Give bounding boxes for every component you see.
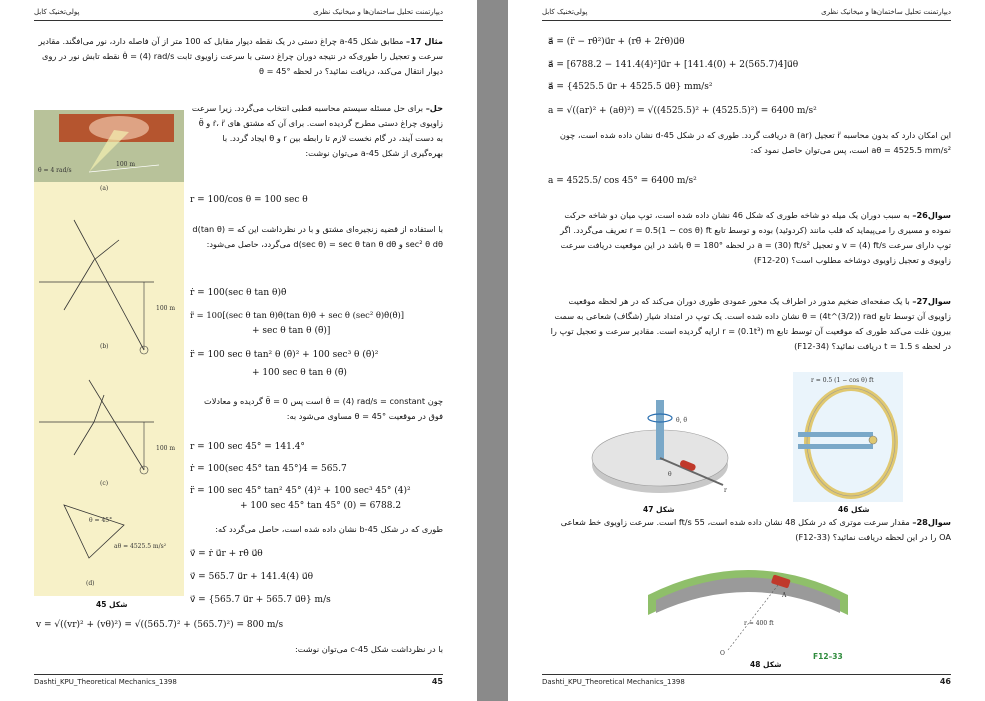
chain-rule-text — [190, 222, 443, 252]
q27-title: سوال27– — [912, 296, 951, 306]
eq-rdot: ṙ = 100(sec θ tan θ)θ̇ — [190, 288, 287, 298]
header-right: دیپارتمنت تحلیل ساختمان‌ها و میخانیک نظری — [821, 8, 951, 16]
figure-46 — [793, 372, 903, 502]
fig46-fork-bottom — [798, 444, 873, 449]
footer-left: Dashti_KPU_Theoretical Mechanics_1398 — [34, 678, 177, 686]
eq-val-3: r̈ = 100 sec 45° tan² 45° (4)² + 100 sec³ 45° (4)² — [190, 486, 411, 496]
figure-47 — [588, 380, 738, 500]
solution-text — [190, 101, 443, 161]
fig-d-triangle — [64, 505, 124, 558]
eq-a-4: a = √((ar)² + (aθ)²) = √((4525.5)² + (4525.5)²) = 6400 m/s² — [548, 106, 817, 116]
eq-val-2: ṙ = 100(sec 45° tan 45°)4 = 565.7 — [190, 464, 347, 474]
question-27 — [548, 294, 951, 354]
header-left: پولی‌تخنیک کابل — [542, 8, 588, 16]
figure-47-drawing — [588, 380, 738, 500]
fig47-axle — [656, 400, 664, 460]
question-26 — [548, 208, 951, 268]
fig-c-radius — [89, 380, 144, 470]
eq-a-2: a⃗ = [6788.2 − 141.4(4)²]u⃗r + [141.4(0) + 2(565.7)4]u⃗θ — [548, 60, 799, 70]
fig46-ball — [869, 436, 877, 444]
figure-45 — [34, 110, 184, 596]
figure-48-drawing — [648, 555, 848, 660]
fig46-label: r = 0.5 (1 − cos θ) ft — [811, 377, 874, 384]
page-number: 46 — [939, 677, 951, 686]
figure-45-drawing — [34, 110, 184, 596]
eq-r: r = 100/cos θ = 100 sec θ — [190, 195, 308, 205]
figure-48 — [648, 555, 848, 660]
solution-body: برای حل مسئله سیستم محاسبه قطبی انتخاب می‌گردد. زیرا سرعت زاویوی چراغ دستی مطرح گردیده است. برای آن که مشتق های ṙ، r̈ و θ̈ به دست آیند، در گام نخست لازم تا رابطه بین r و θ ایجاد گردد. با بهره‌گیری از شکل 45-a می‌توان نوشت: — [191, 103, 443, 158]
fig-b-radius — [74, 220, 144, 350]
q26-title: سوال26– — [912, 210, 951, 220]
eq-v-3: v⃗ = {565.7 u⃗r + 565.7 u⃗θ} m/s — [190, 595, 331, 605]
page-number: 45 — [431, 677, 443, 686]
fig-c-tag: (c) — [100, 480, 109, 487]
fig47-r: r — [724, 487, 727, 494]
figure-47-caption: شکل 47 — [643, 505, 675, 514]
fig-b-vr — [94, 240, 119, 260]
fig-d-accel: aθ = 4525.5 m/s² — [114, 543, 167, 550]
eq-rddot-3: r̈ = 100 sec θ tan² θ (θ̇)² + 100 sec³ θ (θ̇)² — [190, 350, 379, 360]
page-header — [34, 6, 443, 21]
fig-c-atheta — [74, 422, 94, 455]
fig-a-rate: θ̇ = 4 rad/s — [38, 167, 72, 174]
fig-d-theta: θ = 45° — [89, 517, 113, 524]
solution-title: حل– — [425, 103, 443, 113]
question-28 — [548, 515, 951, 545]
eq-rddot-2: + sec θ tan θ (θ̈)] — [252, 326, 331, 336]
fig48-code: F12–33 — [813, 652, 843, 661]
paragraph-1 — [548, 128, 951, 158]
last-text — [190, 642, 443, 657]
fig-b-vtheta — [64, 260, 94, 310]
eq-v-4: v = √((vr)² + (vθ)²) = √((565.7)² + (565.7)²) = 800 m/s — [36, 620, 284, 630]
fig48-a: A — [782, 592, 787, 599]
example-17-statement — [34, 34, 443, 79]
fig47-theta: θ — [668, 471, 672, 478]
footer-left: Dashti_KPU_Theoretical Mechanics_1398 — [542, 678, 685, 686]
last-body: با در نظرداشت شکل 45-c می‌توان نوشت: — [295, 644, 443, 654]
velocity-body: طوری که در شکل 45-b نشان داده شده است، حاصل می‌گردد که: — [215, 524, 443, 534]
page-footer — [34, 674, 443, 687]
fig46-cardioid-path — [807, 388, 895, 496]
eq-rddot-1: r̈ = 100[(sec θ tan θ)θ̇(tan θ)θ̇ + sec θ (sec² θ)θ̇(θ̇)] — [190, 310, 405, 320]
fig48-radius: r = 400 ft — [744, 620, 774, 627]
eq-val-1: r = 100 sec 45° = 141.4° — [190, 442, 305, 452]
eq-a-5: a = 4525.5/ cos 45° = 6400 m/s² — [548, 176, 697, 186]
page-footer — [542, 674, 951, 687]
header-left: پولی‌تخنیک کابل — [34, 8, 80, 16]
fig-b-tag: (b) — [100, 343, 109, 350]
header-right: دیپارتمنت تحلیل ساختمان‌ها و میخانیک نظری — [313, 8, 443, 16]
figure-48-caption: شکل 48 — [750, 660, 782, 669]
constant-body: چون θ̇ = (4) rad/s = constant است پس θ̈ = 0 گردیده و معادلات فوق در موقعیت θ = 45° مساوی می‌شود به: — [204, 396, 443, 421]
fig-a-dist: 100 m — [116, 161, 136, 168]
page-header — [542, 6, 951, 21]
paragraph-1-body: این امکان دارد که بدون محاسبه r̈ تعجیل (ar) a دریافت گردد. طوری که در شکل 45-d نشان داده شده است، چون aθ = 4525.5 mm/s² است، پس می‌توان حاصل نمود که: — [559, 130, 951, 155]
figure-46-caption: شکل 46 — [838, 505, 870, 514]
eq-a-3: a⃗ = {4525.5 u⃗r + 4525.5 u⃗θ} mm/s² — [548, 82, 713, 92]
q28-body: مقدار سرعت موتری که در شکل 48 نشان داده شده است، 55 ft/s است. سرعت زاویوی خط شعاعی OA را در این لحظه دریافت نمائید؟ (F12-33) — [560, 517, 951, 542]
page-46 — [508, 0, 985, 701]
eq-a-1: a⃗ = (r̈ − rθ̇²)u⃗r + (rθ̈ + 2ṙθ̇)u⃗θ — [548, 37, 685, 47]
fig-b-dist: 100 m — [156, 305, 176, 312]
figure-46-drawing — [793, 372, 903, 502]
fig-c-dist: 100 m — [156, 445, 176, 452]
fig-c-ar — [94, 395, 104, 422]
chain-rule-body: با استفاده از قضیه زنجیره‌ای مشتق و با در نظرداشت این که d(tan θ) = sec² θ dθ و d(sec θ) = sec θ tan θ dθ می‌گردد، حاصل می‌شود: — [192, 224, 443, 249]
example-text: مطابق شکل 45-a چراغ دستی در یک نقطه دیوار مقابل که 100 متر از آن فاصله دارد، نور می‌افگند. مقادیر سرعت و تعجیل را طوری‌که در نتیجه دوران چراغ دستی با سرعت زاویوی ثابت θ̇ = (4) rad/s نقطه تابش نور در روی دیوار انتقال می‌کند، دریافت نمائید؟ در لحظه θ = 45° — [38, 36, 443, 76]
fig-a-tag: (a) — [100, 185, 109, 192]
fig48-radial-line — [728, 585, 778, 650]
fig48-o: O — [720, 650, 725, 657]
fig46-fork-top — [798, 432, 873, 437]
example-title: مثال 17– — [406, 36, 443, 46]
figure-45-caption: شکل 45 — [96, 600, 128, 609]
q28-title: سوال28– — [912, 517, 951, 527]
fig47-rate: θ̇, θ̈ — [676, 417, 688, 424]
eq-rddot-4: + 100 sec θ tan θ (θ̈) — [252, 368, 347, 378]
fig-d-tag: (d) — [86, 580, 95, 587]
eq-v-1: v⃗ = ṙ u⃗r + rθ̇ u⃗θ — [190, 549, 263, 559]
q26-body: به سبب دوران یک میله دو شاخه طوری که شکل 46 نشان داده شده است، توپ میان دو شاخه حرکت نموده و مسیری را می‌پیماید که قلب مانند (کردوئید) بوده و توسط تابع r = 0.5(1 − cos θ) ft تعریف می‌گردد. اگر توپ دارای سرعت v = (4) ft/s و تعجیل a = (30) ft/s² در لحظه θ = 180° باشد در این موقعیت دریافت سرعت زاویوی و تعجیل زاویوی دوشاخه مطلوب است؟ (F12-20) — [560, 210, 951, 265]
constant-text — [190, 394, 443, 424]
q27-body: با یک صفحه‌ای ضخیم مدور در اطراف یک محور عمودی طوری دوران می‌کند که در هر لحظه موقعیت زاویوی آن توسط تابع θ = (4t^(3/2)) rad نشان داده شده است. یک توپ در امتداد شیار (شگاف) شعاعی به سمت بیرون غلت می‌کند طوری که موقعیت آن توسط تابع r = (0.1t³) m ارایه گردیده است. مقادیر سرعت و تعجیل توپ را در لحظه t = 1.5 s دریافت نمائید؟ (F12-34) — [550, 296, 951, 351]
eq-v-2: v⃗ = 565.7 u⃗r + 141.4(4) u⃗θ — [190, 572, 313, 582]
eq-val-4: + 100 sec 45° tan 45° (0) = 6788.2 — [240, 501, 402, 511]
velocity-text — [190, 522, 443, 537]
page-45 — [0, 0, 477, 701]
